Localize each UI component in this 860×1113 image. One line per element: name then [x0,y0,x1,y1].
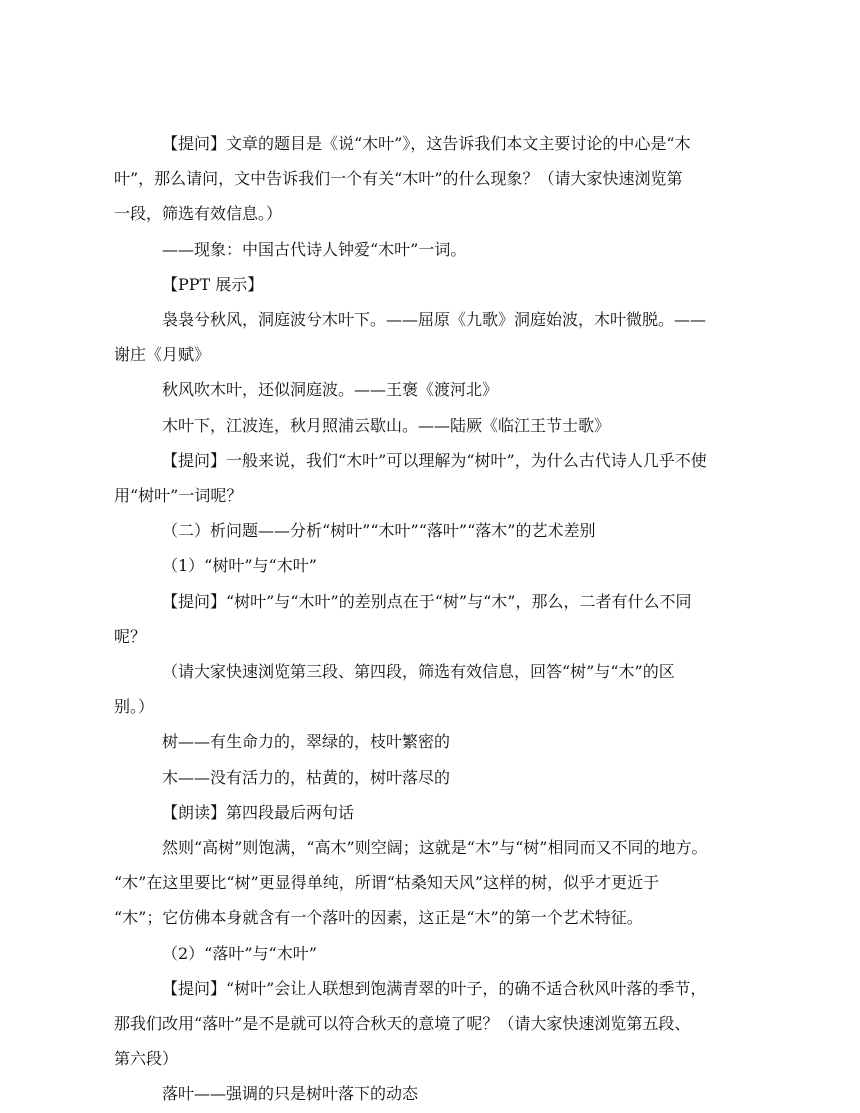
text-line: 【提问】文章的题目是《说“木叶”》，这告诉我们本文主要讨论的中心是“木 [162,134,691,153]
text-line: “木”在这里要比“树”更显得单纯，所谓“枯桑知天风”这样的树，似乎才更近于 [114,873,660,893]
text-line: 叶”，那么请问，文中告诉我们一个有关“木叶”的什么现象？（请大家快速浏览第 [114,169,683,189]
text-line: （1）“树叶”与“木叶” [162,556,317,576]
text-line: 谢庄《月赋》 [114,345,211,365]
text-line: “木”；它仿佛本身就含有一个落叶的因素，这正是“木”的第一个艺术特征。 [114,908,643,928]
text-line: 然则“高树”则饱满，“高木”则空阔；这就是“木”与“树”相同而又不同的地方。 [162,838,708,857]
text-line: 别。） [114,697,155,717]
text-line: 第六段） [114,1049,179,1069]
text-line: 那我们改用“落叶”是不是就可以符合秋天的意境了呢？（请大家快速浏览第五段、 [114,1014,691,1033]
text-line: 【朗读】第四段最后两句话 [162,802,355,822]
text-line: 袅袅兮秋风，洞庭波兮木叶下。——屈原《九歌》洞庭始波，木叶微脱。—— [162,310,707,329]
text-line: 木——没有活力的，枯黄的，树叶落尽的 [162,767,451,787]
text-line: 秋风吹木叶，还似洞庭波。——王褒《渡河北》 [162,380,499,400]
text-line: ——现象：中国古代诗人钟爱“木叶”一词。 [162,239,467,259]
text-line: 呢？ [114,626,147,646]
text-line: 【PPT 展示】 [162,274,264,294]
text-line: 【提问】一般来说，我们“木叶”可以理解为“树叶”，为什么古代诗人几乎不使 [162,450,707,470]
text-line: 【提问】“树叶”与“木叶”的差别点在于“树”与“木”，那么，二者有什么不同 [162,591,692,611]
text-line: （请大家快速浏览第三段、第四段，筛选有效信息，回答“树”与“木”的区 [162,662,675,681]
text-line: （二）析问题——分析“树叶”“木叶”“落叶”“落木”的艺术差别 [162,521,596,541]
text-line: 落叶——强调的只是树叶落下的动态 [162,1084,419,1104]
text-line: 木叶下，江波连，秋月照浦云歇山。——陆厥《临江王节士歌》 [162,415,611,435]
text-line: 一段，筛选有效信息。） [114,204,283,224]
text-line: （2）“落叶”与“木叶” [162,943,317,963]
text-line: 树——有生命力的，翠绿的，枝叶繁密的 [162,732,451,752]
text-line: 用“树叶”一词呢？ [114,486,243,505]
text-line: 【提问】“树叶”会让人联想到饱满青翠的叶子，的确不适合秋风叶落的季节， [162,978,707,998]
